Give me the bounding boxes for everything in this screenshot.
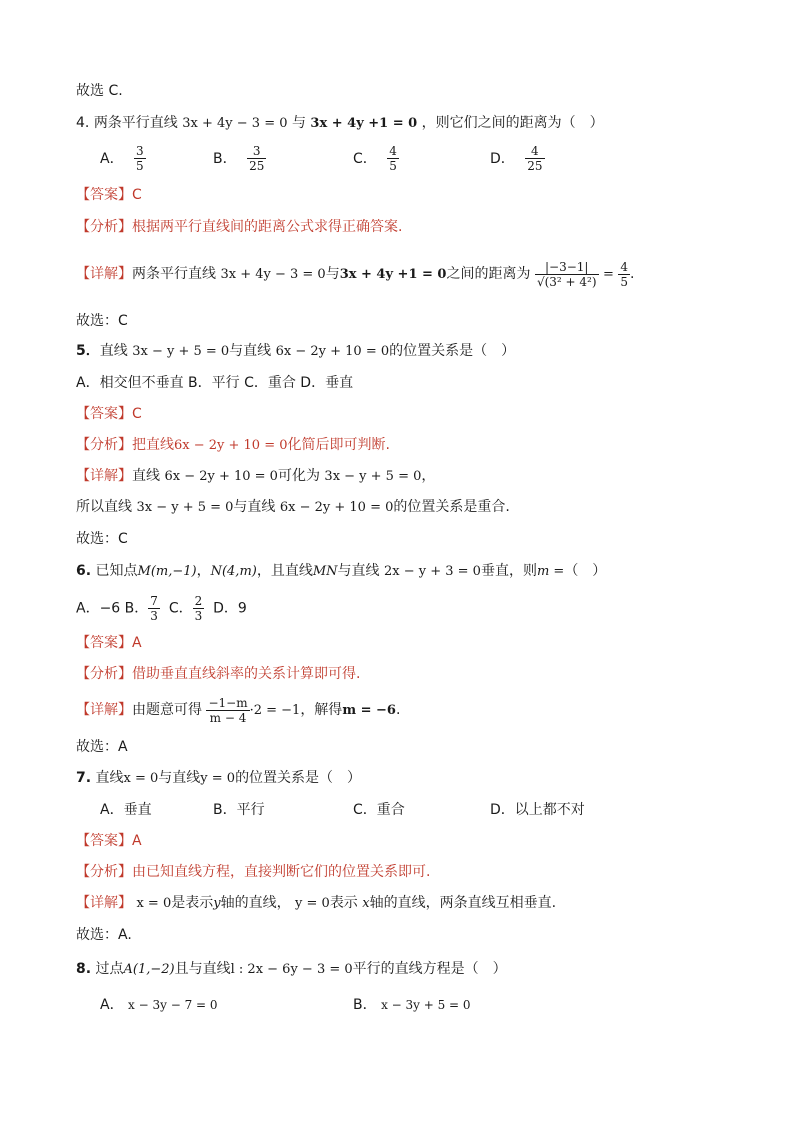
- q6-point-n: N(4,m): [210, 564, 257, 579]
- detail-text: ，: [421, 468, 436, 484]
- q4-option-a: [100, 144, 146, 173]
- fraction-numerator: −1−m: [208, 695, 248, 710]
- detail-eq2: 3x − y + 5 = 0: [324, 469, 422, 484]
- detail-eq1: 6x − 2y + 10 = 0: [164, 469, 278, 484]
- fraction-denominator: 3: [194, 609, 203, 623]
- fraction-denominator: m − 4: [209, 710, 247, 725]
- conclusion-text: 故选：C: [76, 531, 128, 547]
- option-letter: C．: [168, 600, 193, 617]
- q7-option-a: [100, 799, 152, 821]
- detail-eq: ·2 = −1: [249, 703, 301, 718]
- fraction-denominator: 5: [136, 159, 144, 173]
- analysis-text: 化简后即可判断.: [287, 437, 390, 453]
- q4-answer: [76, 184, 142, 206]
- q6-option-d: D．9: [213, 600, 247, 617]
- option-letter: D．: [490, 150, 515, 167]
- option-letter: A．: [100, 997, 124, 1013]
- analysis-tag: 【分析】: [76, 864, 132, 880]
- detail-eq2: 3x + 4y +1 = 0: [339, 267, 447, 282]
- q5-detail: [76, 465, 435, 488]
- q4-stem-with: 与: [291, 115, 306, 131]
- analysis-eq: 6x − 2y + 10 = 0: [174, 438, 288, 453]
- q6-option-a: A．−6: [76, 600, 121, 617]
- fraction-numerator: 7: [150, 594, 158, 608]
- q5-stem-text: 直线: [99, 343, 128, 359]
- detail-text: 的位置关系是重合.: [393, 499, 510, 515]
- q5-conclusion: [76, 528, 128, 550]
- answer-value: A: [132, 635, 142, 651]
- fraction-numerator: 3: [136, 144, 144, 158]
- equals-sign: =: [602, 267, 614, 282]
- detail-tag: 【详解】: [76, 895, 132, 911]
- option-fraction: [387, 144, 399, 173]
- fraction-numerator: 3: [247, 144, 266, 159]
- option-letter: B．: [213, 802, 237, 818]
- option-letter: C．: [353, 802, 377, 818]
- option-fraction: [247, 144, 266, 173]
- fraction-denominator: 3: [150, 609, 158, 623]
- q5-stem-text: 与直线: [229, 343, 272, 359]
- detail-text: 由题意可得: [132, 702, 202, 718]
- q8-point: A(1,−2): [123, 962, 175, 977]
- detail-eq1: 3x + 4y − 3 = 0: [220, 267, 326, 282]
- answer-tag: 【答案】: [76, 635, 132, 651]
- detail-tag: 【详解】: [76, 702, 132, 718]
- option-letter: C．: [353, 150, 377, 167]
- conclusion-text: 故选：C: [76, 313, 128, 329]
- detail-eq2: 6x − 2y + 10 = 0: [279, 500, 394, 515]
- q6-point-m: M(m,−1): [137, 564, 197, 579]
- q7-stem-end: 的位置关系是（ ）: [235, 770, 362, 786]
- option-text: 重合: [376, 802, 405, 818]
- analysis-tag: 【分析】: [76, 666, 132, 682]
- answer-value: A: [132, 833, 142, 849]
- q5-stem-end: 的位置关系是（ ）: [389, 343, 516, 359]
- prev-conclusion: 故选 C.: [76, 83, 123, 99]
- q4-number: 4.: [76, 115, 90, 131]
- q7-stem-text: 直线: [95, 770, 124, 786]
- detail-end: .: [395, 702, 401, 718]
- detail-text: 直线: [132, 468, 160, 484]
- q7-detail: [76, 892, 556, 915]
- q8-line: l : 2x − 6y − 3 = 0: [230, 962, 353, 977]
- q5-answer: [76, 403, 142, 425]
- q6-answer: [76, 632, 142, 654]
- q6-slope-fraction: [206, 696, 249, 725]
- option-eq: x − 3y + 5 = 0: [381, 998, 471, 1012]
- q4-stem-end: ，则它们之间的距离为（ ）: [421, 115, 604, 131]
- q8-option-b: [353, 994, 471, 1016]
- option-text: 平行: [236, 802, 265, 818]
- analysis-text: 借助垂直直线斜率的关系计算即可得.: [132, 666, 361, 682]
- q5-analysis: [76, 434, 390, 457]
- fraction-numerator: 4: [525, 144, 544, 159]
- analysis-tag: 【分析】: [76, 437, 132, 453]
- detail-end: .: [629, 266, 635, 282]
- q7-eq2: y = 0: [200, 771, 236, 786]
- detail-text: 轴的直线，: [220, 895, 291, 911]
- q5-stem: [76, 340, 515, 363]
- q5-eq2: 6x − 2y + 10 = 0: [275, 344, 390, 359]
- analysis-text: 把直线: [132, 437, 174, 453]
- q4-detail: [76, 254, 634, 295]
- detail-tag: 【详解】: [76, 266, 132, 282]
- answer-tag: 【答案】: [76, 406, 132, 422]
- fraction-numerator: 4: [389, 144, 397, 158]
- fraction-denominator: 5: [389, 159, 397, 173]
- detail-eq2: y = 0: [295, 896, 330, 911]
- q5-number: 5．: [76, 343, 100, 359]
- q7-answer: [76, 830, 142, 852]
- answer-value: C: [132, 187, 142, 203]
- q4-stem-text: 两条平行直线: [93, 115, 178, 131]
- fraction-numerator: 2: [194, 594, 203, 608]
- detail-text: 可化为: [277, 468, 320, 484]
- detail-text: 轴的直线，两条直线互相垂直.: [369, 895, 557, 911]
- option-eq: x − 3y − 7 = 0: [128, 998, 218, 1012]
- detail-distance-fraction: [535, 260, 599, 289]
- q8-stem-text: 且与直线: [174, 961, 231, 977]
- q6-stem-text: 已知点: [95, 563, 138, 579]
- q6-stem-text: 与直线: [337, 563, 380, 579]
- q6-sep: ，: [196, 563, 211, 579]
- q4-option-b: [213, 144, 266, 173]
- q6-detail: [76, 692, 400, 729]
- option-text: 以上都不对: [514, 802, 585, 818]
- detail-var: x: [362, 896, 370, 911]
- q6-option-c-fraction: [193, 594, 205, 623]
- fraction-denominator: 25: [527, 159, 543, 173]
- analysis-text: 由已知直线方程，直接判断它们的位置关系即可.: [132, 864, 431, 880]
- q6-eq: 2x − y + 3 = 0: [383, 564, 481, 579]
- conclusion-text: 故选：A: [76, 739, 128, 755]
- detail-text: 与直线: [233, 499, 276, 515]
- option-text: 垂直: [123, 802, 152, 818]
- q7-conclusion: [76, 924, 132, 946]
- q6-stem: [76, 560, 606, 583]
- option-letter: B．: [213, 150, 237, 167]
- q8-number: 8.: [76, 961, 92, 977]
- q7-stem-text: 与直线: [158, 770, 201, 786]
- q6-analysis: [76, 663, 360, 685]
- q6-options: [76, 594, 247, 623]
- detail-text: 表示: [329, 895, 358, 911]
- option-letter: A．: [100, 150, 124, 167]
- detail-text: ，解得: [300, 702, 343, 718]
- detail-eq1: x = 0: [136, 896, 172, 911]
- detail-result-fraction: [618, 260, 630, 289]
- fraction-numerator: |−3−1|: [535, 260, 599, 275]
- detail-text: 所以直线: [76, 499, 132, 515]
- answer-tag: 【答案】: [76, 833, 132, 849]
- fraction-denominator: 25: [249, 159, 265, 173]
- q4-option-d: [490, 144, 545, 173]
- q6-var: m =: [536, 564, 565, 579]
- fraction-denominator: 5: [620, 274, 628, 289]
- option-letter: B．: [124, 600, 149, 617]
- q5-eq1: 3x − y + 5 = 0: [132, 344, 230, 359]
- detail-text: 是表示: [171, 895, 214, 911]
- detail-text: 两条平行直线: [132, 266, 216, 282]
- q6-stem-end: （ ）: [564, 563, 607, 579]
- q4-option-c: [353, 144, 399, 173]
- detail-result: m = −6: [342, 703, 396, 718]
- q4-eq2: 3x + 4y +1 = 0: [310, 116, 418, 131]
- q4-analysis: [76, 216, 402, 238]
- q7-eq1: x = 0: [123, 771, 159, 786]
- option-letter: A．: [100, 802, 124, 818]
- q4-eq1: 3x + 4y − 3 = 0: [182, 116, 288, 131]
- q7-analysis: [76, 861, 430, 883]
- fraction-numerator: 4: [620, 259, 628, 274]
- option-fraction: [134, 144, 146, 173]
- detail-var: y: [213, 896, 221, 911]
- q6-option-b-fraction: [148, 594, 160, 623]
- answer-value: C: [132, 406, 142, 422]
- detail-text: 与: [325, 266, 340, 282]
- q8-stem-text: 过点: [95, 961, 124, 977]
- q7-option-c: [353, 799, 405, 821]
- q6-conclusion: [76, 736, 128, 758]
- answer-tag: 【答案】: [76, 187, 132, 203]
- analysis-tag: 【分析】: [76, 219, 132, 235]
- q5-options: A．相交但不垂直 B．平行 C．重合 D．垂直: [76, 375, 354, 391]
- q6-stem-text: ，且直线: [256, 563, 313, 579]
- q7-number: 7.: [76, 770, 92, 786]
- fraction-denominator: √(3² + 4²): [536, 274, 597, 289]
- detail-eq1: 3x − y + 5 = 0: [136, 500, 234, 515]
- q7-option-d: [490, 799, 585, 821]
- detail-text: 之间的距离为: [446, 266, 531, 282]
- option-fraction: [525, 144, 544, 173]
- q8-stem: [76, 958, 507, 981]
- q5-so: [76, 496, 510, 519]
- q4-stem: [76, 112, 604, 135]
- q6-stem-text: 垂直，则: [480, 563, 537, 579]
- option-letter: D．: [490, 802, 515, 818]
- q7-option-b: [213, 799, 265, 821]
- analysis-text: 根据两平行直线间的距离公式求得正确答案.: [132, 219, 403, 235]
- q8-option-a: [100, 994, 218, 1016]
- conclusion-text: 故选：A.: [76, 927, 132, 943]
- option-letter: B．: [353, 997, 377, 1013]
- q4-conclusion: [76, 310, 128, 332]
- q7-stem: [76, 767, 361, 790]
- q8-stem-end: 平行的直线方程是（ ）: [352, 961, 507, 977]
- detail-tag: 【详解】: [76, 468, 132, 484]
- q6-number: 6.: [76, 563, 92, 579]
- q6-line-mn: MN: [312, 564, 338, 579]
